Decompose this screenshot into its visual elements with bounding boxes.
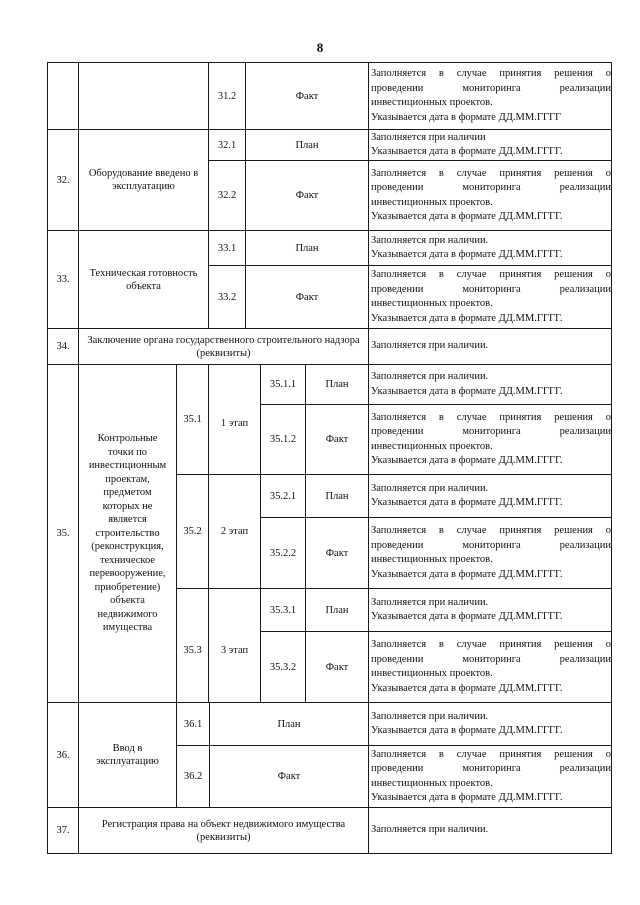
code-cell: 33.2 [217, 291, 237, 303]
plan-note: Заполняется при наличии. Указывается дата в формате ДД.ММ.ГГГГ. [371, 371, 563, 397]
fact-note: Заполняется в случае принятия решения о проведении мониторинга реализации инвестиционных проектов. Указывается дата в формате ДД.ММ.ГГГГ. [371, 167, 611, 222]
plan-label: План [325, 490, 349, 502]
plan-note: Заполняется при наличии. Указывается дата в формате ДД.ММ.ГГГГ. [371, 482, 563, 508]
plan-note: Заполняется при наличии. Указывается дата в формате ДД.ММ.ГГГГ. [371, 596, 563, 622]
fact-note: Заполняется в случае принятия решения о проведении мониторинга реализации инвестиционных проектов. Указывается дата в формате ДД.ММ.ГГГГ. [371, 411, 611, 466]
fact-label: Факт [295, 90, 319, 102]
fact-label: Факт [295, 190, 319, 201]
row-note: Заполняется при наличии. [371, 340, 489, 352]
plan-label: План [277, 718, 301, 730]
row-name: Техническая готовность объекта [89, 267, 198, 292]
fact-label: Факт [325, 661, 349, 673]
fact-note: Заполняется в случае принятия решения о проведении мониторинга реализации инвестиционных проектов. Указывается дата в формате ДД.ММ.ГГГГ. [371, 748, 611, 803]
fact-note: Заполняется в случае принятия решения о проведении мониторинга реализации инвестиционных проектов. Указывается дата в формате ДД.ММ.ГГГГ [371, 68, 611, 123]
code-cell: 35.1.1 [269, 379, 297, 390]
plan-label: План [295, 242, 319, 254]
row-name: Заключение органа государственного строительного надзора (реквизиты) [87, 334, 360, 359]
fact-label: Факт [325, 434, 349, 445]
code-cell: 33.1 [217, 242, 237, 254]
code-cell: 35.2.1 [269, 490, 297, 502]
row-number: 34. [56, 341, 70, 352]
fact-note: Заполняется в случае принятия решения о проведении мониторинга реализации инвестиционных проектов. Указывается дата в формате ДД.ММ.ГГГГ. [371, 639, 611, 694]
code-cell: 32.1 [217, 139, 237, 151]
row-note: Заполняется при наличии. [371, 824, 489, 836]
row-number: 33. [56, 274, 70, 285]
plan-note: Заполняется при наличии Указывается дата в формате ДД.ММ.ГГГГ. [371, 131, 563, 157]
fact-note: Заполняется в случае принятия решения о проведении мониторинга реализации инвестиционных проектов. Указывается дата в формате ДД.ММ.ГГГГ. [371, 269, 611, 324]
table-border-bottom [47, 853, 612, 854]
code-cell: 35.1.2 [269, 434, 297, 445]
row-name: Контрольные точки по инвестиционным проектам, предметом которых не является строительство (реконструкция, техническое перевооружение, приобретение) объекта недвижимого имущества [88, 433, 167, 634]
stage-label: 1 этап [220, 418, 249, 429]
stage-code: 35.3 [183, 645, 202, 656]
code-cell: 31.2 [217, 90, 237, 102]
plan-label: План [325, 604, 349, 616]
code-cell: 35.3.2 [269, 661, 297, 673]
stage-label: 2 этап [220, 526, 249, 537]
table-border-right [611, 62, 612, 854]
row-number: 35. [56, 528, 70, 539]
code-cell: 36.1 [183, 718, 203, 730]
code-cell: 35.2.2 [269, 547, 297, 559]
stage-code: 35.2 [183, 526, 202, 537]
code-cell: 35.3.1 [269, 604, 297, 616]
row-number: 37. [56, 825, 70, 836]
row-name: Оборудование введено в эксплуатацию [88, 168, 199, 192]
page-number: 8 [316, 40, 324, 55]
row-name: Ввод в эксплуатацию [96, 743, 159, 767]
fact-label: Факт [295, 291, 319, 303]
fact-label: Факт [325, 547, 349, 559]
row-name: Регистрация права на объект недвижимого имущества (реквизиты) [101, 818, 346, 843]
stage-code: 35.1 [183, 414, 202, 425]
plan-label: План [295, 139, 319, 151]
plan-note: Заполняется при наличии. Указывается дата в формате ДД.ММ.ГГГГ. [371, 234, 563, 260]
plan-note: Заполняется при наличии. Указывается дата в формате ДД.ММ.ГГГГ. [371, 710, 563, 736]
fact-label: Факт [277, 771, 301, 782]
plan-label: План [325, 379, 349, 390]
fact-note: Заполняется в случае принятия решения о проведении мониторинга реализации инвестиционных проектов. Указывается дата в формате ДД.ММ.ГГГГ. [371, 525, 611, 580]
row-number: 32. [56, 174, 70, 186]
row-number: 36. [56, 749, 70, 761]
code-cell: 36.2 [183, 771, 203, 782]
stage-label: 3 этап [220, 645, 249, 656]
code-cell: 32.2 [217, 190, 237, 201]
